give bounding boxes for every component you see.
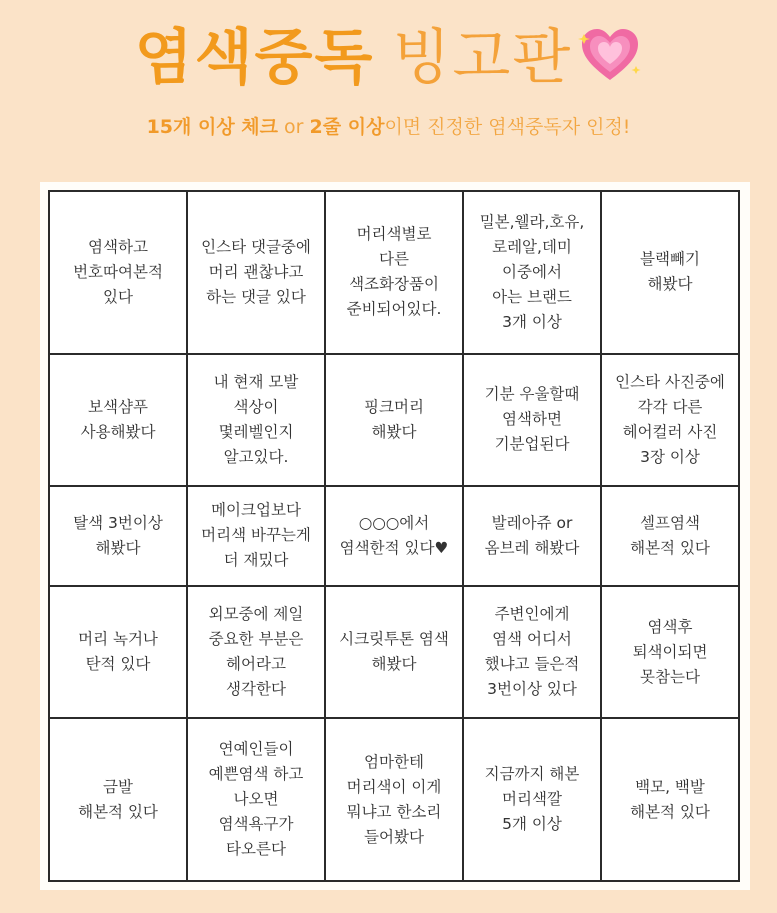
bingo-cell[interactable]: 금발 해본적 있다 bbox=[49, 718, 187, 881]
bingo-cell[interactable]: 시크릿투톤 염색 해봤다 bbox=[325, 586, 463, 718]
bingo-row bbox=[49, 191, 739, 354]
bingo-row bbox=[49, 354, 739, 486]
bingo-row bbox=[49, 486, 739, 587]
bingo-cell[interactable]: 염색하고 번호따여본적 있다 bbox=[49, 191, 187, 354]
subtitle-condition-2: 2줄 이상 bbox=[309, 116, 385, 138]
bingo-cell[interactable]: 연예인들이 예쁜염색 하고 나오면 염색욕구가 타오른다 bbox=[187, 718, 325, 881]
bingo-cell[interactable]: 인스타 사진중에 각각 다른 헤어컬러 사진 3장 이상 bbox=[601, 354, 739, 486]
bingo-cell[interactable]: 외모중에 제일 중요한 부분은 헤어라고 생각한다 bbox=[187, 586, 325, 718]
bingo-cell[interactable]: 엄마한테 머리색이 이게 뭐냐고 한소리 들어봤다 bbox=[325, 718, 463, 881]
bingo-cell[interactable]: 블랙빼기 해봤다 bbox=[601, 191, 739, 354]
bingo-cell[interactable]: 핑크머리 해봤다 bbox=[325, 354, 463, 486]
bingo-cell[interactable]: 밀본,웰라,호유, 로레알,데미 이중에서 아는 브랜드 3개 이상 bbox=[463, 191, 601, 354]
bingo-cell[interactable]: 기분 우울할때 염색하면 기분업된다 bbox=[463, 354, 601, 486]
bingo-board bbox=[48, 190, 740, 882]
title-bold: 염색중독 bbox=[134, 23, 375, 93]
bingo-cell[interactable]: ○○○에서 염색한적 있다♥ bbox=[325, 486, 463, 587]
bingo-cell[interactable]: 백모, 백발 해본적 있다 bbox=[601, 718, 739, 881]
bingo-board-frame bbox=[40, 182, 750, 890]
bingo-cell[interactable]: 머리 녹거나 탄적 있다 bbox=[49, 586, 187, 718]
subtitle bbox=[0, 114, 777, 140]
bingo-cell[interactable]: 머리색별로 다른 색조화장품이 준비되어있다. bbox=[325, 191, 463, 354]
bingo-row bbox=[49, 718, 739, 881]
page-title bbox=[0, 22, 777, 94]
bingo-cell[interactable]: 내 현재 모발 색상이 몇레벨인지 알고있다. bbox=[187, 354, 325, 486]
bingo-cell[interactable]: 주변인에게 염색 어디서 했냐고 들은적 3번이상 있다 bbox=[463, 586, 601, 718]
bingo-cell[interactable]: 발레아쥬 or 옴브레 해봤다 bbox=[463, 486, 601, 587]
subtitle-rest: 이면 진정한 염색중독자 인정! bbox=[384, 116, 631, 138]
bingo-row bbox=[49, 586, 739, 718]
bingo-cell[interactable]: 보색샴푸 사용해봤다 bbox=[49, 354, 187, 486]
sparkling-heart-icon bbox=[578, 26, 642, 84]
bingo-cell[interactable]: 지금까지 해본 머리색깔 5개 이상 bbox=[463, 718, 601, 881]
bingo-cell[interactable]: 탈색 3번이상 해봤다 bbox=[49, 486, 187, 587]
bingo-cell[interactable]: 인스타 댓글중에 머리 괜찮냐고 하는 댓글 있다 bbox=[187, 191, 325, 354]
subtitle-condition-1: 15개 이상 체크 bbox=[146, 116, 279, 138]
bingo-cell[interactable]: 메이크업보다 머리색 바꾸는게 더 재밌다 bbox=[187, 486, 325, 587]
bingo-cell[interactable]: 염색후 퇴색이되면 못참는다 bbox=[601, 586, 739, 718]
subtitle-or: or bbox=[278, 116, 310, 138]
bingo-cell[interactable]: 셀프염색 해본적 있다 bbox=[601, 486, 739, 587]
title-light: 빙고판 bbox=[392, 23, 573, 93]
